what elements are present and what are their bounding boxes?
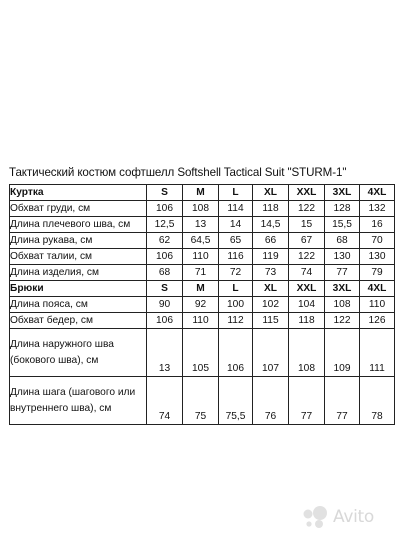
size-header: XXL — [289, 281, 325, 297]
cell-value: 109 — [325, 329, 360, 377]
cell-value: 132 — [360, 201, 395, 217]
cell-value: 78 — [360, 377, 395, 425]
cell-value: 64,5 — [183, 233, 219, 249]
cell-value: 76 — [253, 377, 289, 425]
cell-value: 15 — [289, 217, 325, 233]
size-header: 4XL — [360, 185, 395, 201]
size-header: M — [183, 185, 219, 201]
row-label: Длина наружного шва (бокового шва), см — [10, 329, 147, 377]
cell-value: 122 — [325, 313, 360, 329]
cell-value: 112 — [219, 313, 253, 329]
cell-value: 72 — [219, 265, 253, 281]
cell-value: 16 — [360, 217, 395, 233]
cell-value: 77 — [325, 265, 360, 281]
cell-value: 12,5 — [147, 217, 183, 233]
cell-value: 122 — [289, 249, 325, 265]
cell-value: 106 — [147, 313, 183, 329]
table-row — [10, 249, 395, 265]
cell-value: 73 — [253, 265, 289, 281]
cell-value: 14,5 — [253, 217, 289, 233]
size-header: XL — [253, 281, 289, 297]
size-header: M — [183, 281, 219, 297]
table-row — [10, 297, 395, 313]
cell-value: 92 — [183, 297, 219, 313]
cell-value: 102 — [253, 297, 289, 313]
cell-value: 111 — [360, 329, 395, 377]
cell-value: 13 — [183, 217, 219, 233]
cell-value: 108 — [289, 329, 325, 377]
watermark — [300, 503, 374, 531]
cell-value: 100 — [219, 297, 253, 313]
cell-value: 90 — [147, 297, 183, 313]
cell-value: 13 — [147, 329, 183, 377]
cell-value: 108 — [183, 201, 219, 217]
size-header: 3XL — [325, 281, 360, 297]
cell-value: 104 — [289, 297, 325, 313]
cell-value: 75 — [183, 377, 219, 425]
size-header: S — [147, 185, 183, 201]
cell-value: 68 — [325, 233, 360, 249]
table-row — [10, 201, 395, 217]
cell-value: 71 — [183, 265, 219, 281]
cell-value: 116 — [219, 249, 253, 265]
size-header: L — [219, 281, 253, 297]
cell-value: 110 — [360, 297, 395, 313]
pants-section-label: Брюки — [10, 281, 147, 297]
cell-value: 65 — [219, 233, 253, 249]
size-header: L — [219, 185, 253, 201]
cell-value: 128 — [325, 201, 360, 217]
cell-value: 70 — [360, 233, 395, 249]
cell-value: 74 — [147, 377, 183, 425]
cell-value: 108 — [325, 297, 360, 313]
cell-value: 68 — [147, 265, 183, 281]
row-label: Длина изделия, см — [10, 265, 147, 281]
cell-value: 114 — [219, 201, 253, 217]
cell-value: 130 — [360, 249, 395, 265]
row-label: Длина плечевого шва, см — [10, 217, 147, 233]
jacket-section-label: Куртка — [10, 185, 147, 201]
row-label: Обхват груди, см — [10, 201, 147, 217]
size-header: 3XL — [325, 185, 360, 201]
avito-logo-icon — [300, 505, 330, 529]
size-header: 4XL — [360, 281, 395, 297]
row-label: Обхват бедер, см — [10, 313, 147, 329]
row-label: Длина рукава, см — [10, 233, 147, 249]
cell-value: 110 — [183, 249, 219, 265]
cell-value: 110 — [183, 313, 219, 329]
cell-value: 107 — [253, 329, 289, 377]
size-header: S — [147, 281, 183, 297]
cell-value: 62 — [147, 233, 183, 249]
cell-value: 119 — [253, 249, 289, 265]
cell-value: 15,5 — [325, 217, 360, 233]
cell-value: 118 — [253, 201, 289, 217]
table-row — [10, 377, 395, 425]
row-label: Длина шага (шагового или внутреннего шва), см — [10, 377, 147, 425]
table-row — [10, 313, 395, 329]
cell-value: 105 — [183, 329, 219, 377]
cell-value: 79 — [360, 265, 395, 281]
cell-value: 106 — [219, 329, 253, 377]
size-header: XXL — [289, 185, 325, 201]
cell-value: 14 — [219, 217, 253, 233]
cell-value: 77 — [325, 377, 360, 425]
cell-value: 75,5 — [219, 377, 253, 425]
row-label: Длина пояса, см — [10, 297, 147, 313]
cell-value: 77 — [289, 377, 325, 425]
cell-value: 106 — [147, 201, 183, 217]
table-row — [10, 233, 395, 249]
table-row — [10, 217, 395, 233]
table-row — [10, 329, 395, 377]
page-title: Тактический костюм софтшелл Softshell Tactical Suit "STURM-1" — [9, 166, 347, 179]
size-table — [9, 184, 395, 425]
cell-value: 115 — [253, 313, 289, 329]
jacket-header-row — [10, 185, 395, 201]
cell-value: 106 — [147, 249, 183, 265]
cell-value: 67 — [289, 233, 325, 249]
pants-header-row — [10, 281, 395, 297]
watermark-text: Avito — [333, 507, 374, 527]
cell-value: 126 — [360, 313, 395, 329]
cell-value: 130 — [325, 249, 360, 265]
cell-value: 118 — [289, 313, 325, 329]
table-row — [10, 265, 395, 281]
cell-value: 122 — [289, 201, 325, 217]
cell-value: 66 — [253, 233, 289, 249]
row-label: Обхват талии, см — [10, 249, 147, 265]
size-header: XL — [253, 185, 289, 201]
cell-value: 74 — [289, 265, 325, 281]
